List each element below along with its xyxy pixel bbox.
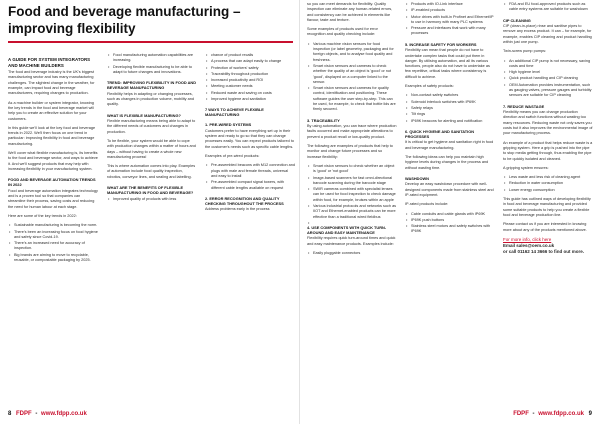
list-item: • Various machine vision sensors for food inspection (or label geometry, packaging and for foreign objects, and to analyse food quality and freshness. bbox=[313, 42, 397, 63]
product-list bbox=[307, 164, 397, 220]
column-6 bbox=[503, 2, 593, 255]
body-paragraph: Flexibility can mean that people do not have to undertake complex tasks that could put them in danger. By utilising automation, and all its various functions, people also do not have to undertake as few repetitive, critical tasks where consistency is difficult to achieve. bbox=[405, 48, 490, 79]
benefit-list bbox=[107, 197, 197, 202]
intro-paragraph: As a machine builder or system integrator, knowing the key trends in the food and beverage market will help you to create an effective solution for your customers. bbox=[8, 100, 94, 121]
body-paragraph: Some examples of products used for error recognition and quality checking include: bbox=[307, 27, 378, 37]
section-heading: 7 WAYS TO ACHIEVE FLEXIBLE MANUFACTURING bbox=[205, 107, 264, 118]
column-2 bbox=[107, 53, 197, 206]
section-heading: WHAT ARE THE BENEFITS OF FLEXIBLE MANUFACTURING IN FOOD AND BEVERAGE? bbox=[107, 185, 194, 196]
list-item: • OEM Automation provides instrumentation, such as gauging valves, pressure gauges and turbidity sensors are suitable for CIP cleaning bbox=[509, 83, 593, 99]
list-item: • Improved hygiene and sanitation bbox=[211, 97, 295, 102]
section-heading: WHAT IS FLEXIBLE MANUFACTURING? bbox=[107, 112, 181, 118]
body-paragraph: Flexible manufacturing means being able to adapt to the different needs of customers and changes in production. bbox=[107, 119, 196, 134]
list-item: • Quick product handling and CIP cleaning bbox=[509, 76, 593, 81]
list-item: • Solenoid interlock switches with IP69K bbox=[411, 100, 495, 105]
contact-email[interactable]: Email sales@oem.co.uk bbox=[503, 242, 555, 248]
contact-block bbox=[503, 237, 593, 255]
list-item: • Cable conduits and cable glands with IP69K bbox=[411, 212, 495, 217]
product-list bbox=[307, 251, 397, 256]
body-paragraph: Twin-screw pump pumps: bbox=[503, 49, 547, 54]
body-paragraph: Customers prefer to have everything set up in their system and ready to go so that they can change processes easily. You can expect products tailored to the customer's needs such as specific cable lengths. bbox=[205, 128, 294, 149]
section-heading: 5. INCREASE SAFETY FOR WORKERS bbox=[405, 41, 477, 47]
list-item: • Big brands are aiming to move to recyclable, reusable, or compostable packaging by 2025. bbox=[14, 253, 98, 264]
list-item: • IP69K beacons for alerting and notification bbox=[411, 119, 495, 124]
body-paragraph: Develop an easy washdown procedure with well-designed components made from stainless steel and IP-rated equipment. bbox=[405, 182, 494, 197]
footer-separator: - bbox=[532, 411, 535, 417]
section-heading: 1. PRE-WIRED SYSTEMS bbox=[205, 122, 252, 128]
body-paragraph: Here are some of the key trends in 2022: bbox=[8, 213, 77, 218]
list-item: • Food manufacturing automation capabilities are increasing. bbox=[113, 53, 197, 64]
section-heading: CIP CLEANING bbox=[503, 17, 531, 23]
list-item: • Less waste and less risk of cleaning agent bbox=[509, 175, 593, 180]
list-item: • Reduction in water consumption bbox=[509, 181, 593, 186]
list-item: • Increased productivity and ROI bbox=[211, 78, 295, 83]
safety-product-list bbox=[405, 93, 495, 123]
list-item: • Smart vision sensors and cameras to check whether the quality of an object is 'good' or not 'good', displayed on a computer linked to the sensor. bbox=[313, 64, 397, 85]
list-item: • Smart vision sensors and cameras for quality control, identification and positioning. These software guides the user step-by-step. This can be used, for example, to check that bottle lids are firmly secured. bbox=[313, 86, 397, 112]
product-list bbox=[307, 42, 397, 113]
intro-paragraph: The food and beverage industry is the UK's biggest manufacturing sector and has many manufacturing challenges. The slightest change in the weather, for example, can impact food and beverage manufacturers, requiring changes to production. bbox=[8, 70, 95, 96]
list-item: • Pre-assembled beacons with M12 connection and plugs with male and female threads, universal and easy to install bbox=[211, 163, 295, 179]
list-item: • Products with IO-Link interface bbox=[411, 2, 495, 7]
guide-heading: A GUIDE FOR SYSTEM INTEGRATORS AND MACHINE BUILDERS bbox=[8, 57, 91, 68]
body-paragraph: Flexibility means you can change production direction and switch functions without wasting too many resources. Reducing waste not only saves you costs but it also improves the environmental image of your manufacturing process. bbox=[503, 110, 593, 136]
body-paragraph: CIP (clean-in-place) rinse and sanitise pipes to remove any excess product. It can – for example, for example, enables CIP cleaning and product handling within just one pump. bbox=[503, 24, 592, 44]
list-item: • Pre-assembled compact signal towers, with different cable lengths available on request bbox=[211, 180, 295, 191]
publication-name: FDPF bbox=[513, 411, 529, 417]
body-paragraph: To be flexible, your system would be able to cope with production changes within a matter of hours and days – without having to create a whole new manufacturing process! bbox=[107, 138, 196, 159]
section-heading: 3. TRACEABILITY bbox=[307, 117, 340, 123]
footer-right bbox=[513, 410, 592, 418]
section-heading: 4. USE COMPONENTS WITH QUICK TURN-AROUND AND EASY MAINTENANCE bbox=[307, 224, 387, 235]
page-gutter bbox=[299, 0, 300, 424]
page-number: 8 bbox=[8, 411, 12, 417]
publication-name: FDPF bbox=[16, 411, 32, 417]
body-paragraph: This guide has outlined ways of developing flexibility in food and beverage manufacturing and provided some suitable products to help you create a flexible food and beverage production line. bbox=[503, 197, 591, 217]
list-item: • FDA and EU food-approved products such as cable entry systems are suitable for washdown bbox=[509, 2, 593, 13]
list-item: • Stainless steel motors and safety switches with IP69K bbox=[411, 224, 495, 235]
benefit-list-continued bbox=[205, 53, 295, 102]
intro-paragraph: In this guide we'll look at the key food and beverage trends in 2022. We'll then focus on one trend in particular: improving flexibility in food and beverage manufacturing. bbox=[8, 125, 96, 146]
article-headline: Food and beverage manufacturing – improving flexibility bbox=[8, 4, 241, 36]
body-paragraph: A gripping system ensures: bbox=[503, 165, 549, 170]
column-1 bbox=[8, 57, 98, 267]
body-paragraph: Examples of safety products: bbox=[405, 84, 454, 89]
contact-phone: or call 01162 14 3666 to find out more. bbox=[503, 248, 585, 254]
list-item: • Protection of workers' safety bbox=[211, 66, 295, 71]
body-paragraph: By using automation, you can trace where production faults occurred and make appropriate alterations to prevent a product recall or low-quality product. bbox=[307, 124, 397, 139]
body-paragraph: Examples of pre-wired products: bbox=[205, 154, 260, 159]
list-item: • An additional CIP pump is not necessary, saving costs and time bbox=[509, 59, 593, 70]
footer-separator: - bbox=[35, 411, 38, 417]
list-item: • Pressure and interfaces that work with many processes bbox=[411, 26, 495, 37]
list-item: • Tilt rings bbox=[411, 112, 495, 117]
section-heading: 7. REDUCE WASTAGE bbox=[503, 103, 545, 109]
list-item: • Improved quality of products with less bbox=[113, 197, 197, 202]
list-item: • A process that can adapt easily to change bbox=[211, 59, 295, 64]
body-paragraph: An example of a product that helps reduce waste is a gripping system. Here a grip is pushed into the pipe to stop media getting through, thus enabling the pipe to be quickly isolated and cleaned. bbox=[503, 140, 593, 161]
body-paragraph: Food and beverage automation integrates technology and is a proven tool so that companies can streamline their process, saving costs and reducing the need for human labour at each stage. bbox=[8, 188, 98, 209]
body-paragraph: The following ideas can help you maintain high hygiene levels during changes in the process and without wasting time. bbox=[405, 154, 489, 170]
body-paragraph: Flexibility requires quick turn-around times and quick and easy maintenance products. Examples include: bbox=[307, 236, 396, 246]
list-item: • Meeting customer needs bbox=[211, 84, 295, 89]
body-paragraph: It is critical to get hygiene and sanitation right in food and beverage manufacturing. bbox=[405, 140, 494, 150]
trend-list-continued bbox=[107, 53, 197, 75]
section-heading: FOOD AND BEVERAGE AUTOMATION TRENDS IN 2022 bbox=[8, 177, 96, 188]
list-item: • There's been an increasing focus on food hygiene and safety since Covid-19. bbox=[14, 230, 98, 241]
column-4 bbox=[307, 2, 397, 260]
gripping-benefit-list bbox=[503, 175, 593, 193]
body-paragraph: The following are examples of products that help to monitor and change future processes and so increase flexibility: bbox=[307, 144, 393, 159]
publication-url[interactable]: www.fdpp.co.uk bbox=[41, 411, 87, 417]
list-item: • Easily pluggable connectors bbox=[313, 251, 397, 256]
list-item: • IP69K push buttons bbox=[411, 218, 495, 223]
list-item: • Smart vision sensors to check whether an object is 'good' or 'not good' bbox=[313, 164, 397, 175]
list-item: • Safety relays bbox=[411, 106, 495, 111]
list-item: • Various industrial protocols and networks such as IIOT and Ethernet-enabled products can be more effective than a traditional wired fieldbus bbox=[313, 204, 397, 220]
list-item: • Traceability throughout production bbox=[211, 72, 295, 77]
intro-paragraph: We'll cover what flexible manufacturing is, its benefits to the food and beverage sector, and ways to achieve it. And we'll suggest products that may help with increasing flexibility in your manufacturing system. bbox=[8, 151, 98, 171]
footer-left bbox=[8, 410, 87, 418]
headline-rule bbox=[8, 41, 293, 43]
body-paragraph: Address problems early in the process bbox=[205, 207, 270, 212]
body-paragraph: Flexibility helps in adapting or changing processes, such as changes in production volume, mobility and quality. bbox=[107, 91, 194, 107]
section-heading: TREND: IMPROVING FLEXIBILITY IN FOOD AND BEVERAGE MANUFACTURING bbox=[107, 80, 197, 91]
product-list bbox=[205, 163, 295, 190]
page-number: 9 bbox=[588, 411, 592, 417]
list-item: • Reduced waste and saving on costs bbox=[211, 91, 295, 96]
body-paragraph: IP-rated products include: bbox=[405, 202, 449, 207]
section-heading: 6. QUICK HYGIENE AND SANITATION PROCESSES bbox=[405, 128, 475, 139]
pump-benefit-list bbox=[503, 59, 593, 99]
list-item: • SWIR cameras combined with specialist lenses can be used for food inspection to check damage within food, for example, bruises within an apple bbox=[313, 187, 397, 203]
body-paragraph: Please contact us if you are interested in knowing more about any of the products mentioned above. bbox=[503, 222, 587, 232]
section-heading: WASHDOWN bbox=[405, 175, 429, 181]
list-item: • Developing flexible manufacturing to be able to adapt to future changes and innovations. bbox=[113, 65, 197, 76]
more-info-link[interactable]: For more info, click here bbox=[503, 236, 552, 242]
ip-product-list bbox=[405, 212, 495, 235]
list-item: • IP-enabled products bbox=[411, 8, 495, 13]
body-paragraph: so you can meet demands for flexibility. Quality inspection can eliminate any human-related errors, and consistency can be achieved in elements like flavour, taste and texture. bbox=[307, 2, 393, 22]
body-paragraph: This is where automation comes into play. Examples of automation include food quality inspection, robotics, conveyor lines, and sealing and labelling. bbox=[107, 164, 196, 179]
list-item: • Lower energy consumption bbox=[509, 188, 593, 193]
list-item: • High hygiene level bbox=[509, 70, 593, 75]
ip-product-list-continued bbox=[503, 2, 593, 13]
list-item: • chance of product recalls bbox=[211, 53, 295, 58]
publication-url[interactable]: www.fdpp.co.uk bbox=[538, 411, 584, 417]
column-5 bbox=[405, 2, 495, 239]
column-3 bbox=[205, 53, 296, 217]
section-heading: 2. ERROR RECOGNITION AND QUALITY CHECKING THROUGHOUT THE PROCESS bbox=[205, 195, 284, 206]
list-item: • Sustainable manufacturing is becoming the norm. bbox=[14, 223, 98, 228]
list-item: • Motor drives with built-in Profinet and Ethernet/IP to use in harmony with many PLC systems bbox=[411, 15, 495, 26]
list-item: • There's an increased need for accuracy of inspection. bbox=[14, 241, 98, 252]
list-item: • Image-based scanners for fast omni-directional barcode scanning during the barcode stage bbox=[313, 176, 397, 187]
trend-list bbox=[8, 223, 98, 263]
product-list bbox=[405, 2, 495, 37]
list-item: • Non-contact safety switches bbox=[411, 93, 495, 98]
